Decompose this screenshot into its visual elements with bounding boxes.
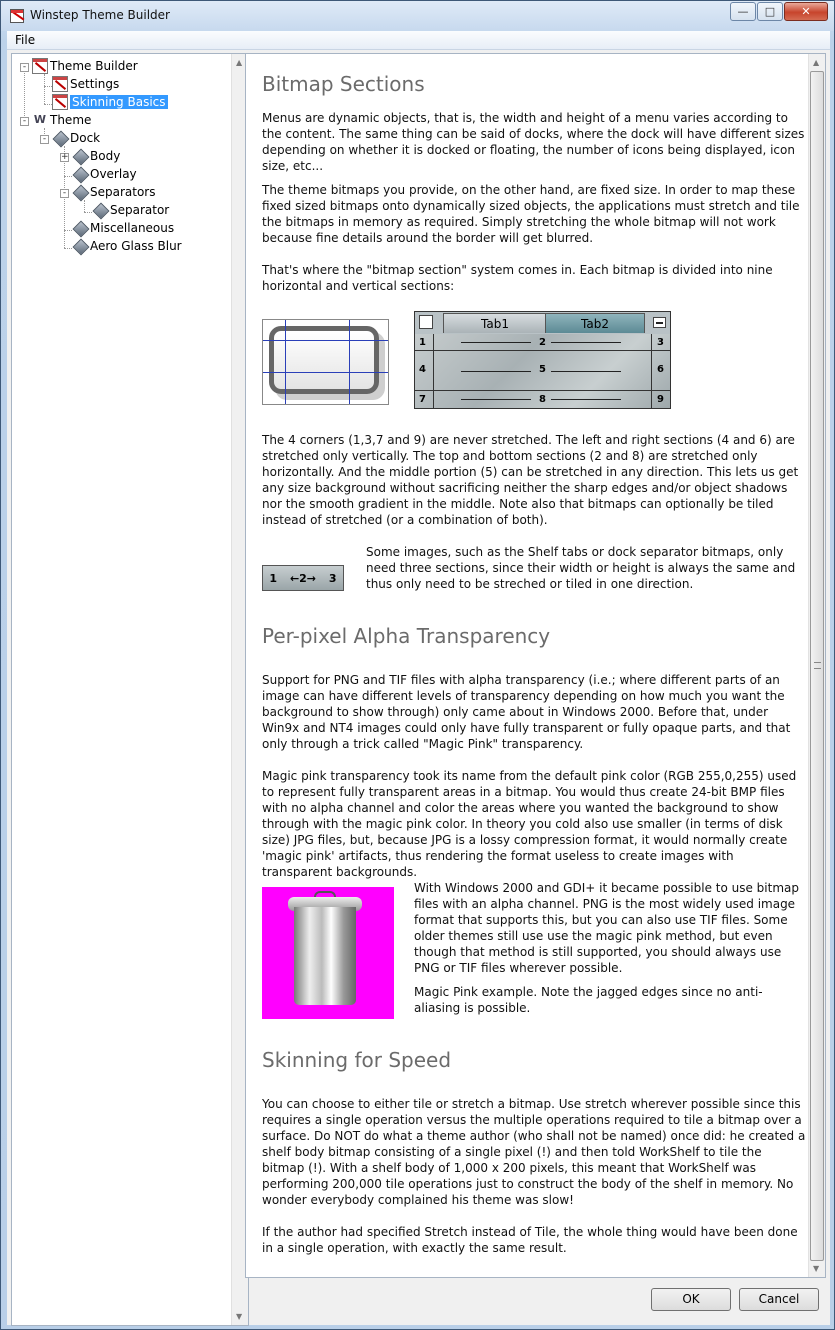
content-scrollbar[interactable] <box>808 54 825 1277</box>
tree-label: Body <box>90 149 121 163</box>
ok-button[interactable]: OK <box>651 1288 731 1311</box>
section-5-label: 5 <box>539 364 546 375</box>
paragraph: You can choose to either tile or stretch a bitmap. Use stretch wherever possible since this requires a single operation versus the multiple operations required to tile a bitmap over a surface. Do NOT do what a theme author (who shall not be named) once did: he created a shelf body bitmap consisting of a single pixel (!) and then told WorkShelf to tile the bitmap (!). With a shelf body of 1,000 x 200 pixels, this meant that WorkShelf was performing 200,000 tile operations just to construct the body of the shelf in memory. No wonder everybody complained his theme was slow! <box>262 1097 806 1207</box>
tree-label-selected: Skinning Basics <box>72 95 166 109</box>
aero-glass-blur-icon <box>72 238 88 254</box>
settings-icon <box>52 76 68 92</box>
tree-item-theme[interactable] <box>32 111 91 129</box>
menu-file[interactable]: File <box>15 33 36 47</box>
paragraph: Magic Pink example. Note the jagged edges since no anti-aliasing is possible. <box>414 985 763 1015</box>
shelf-section-3: 3 <box>328 571 337 585</box>
tab1-label: Tab1 <box>443 313 547 333</box>
section-3-label: 3 <box>657 337 664 348</box>
tree-item-overlay[interactable] <box>72 165 137 183</box>
heading-bitmap-sections: Bitmap Sections <box>262 72 425 96</box>
magic-pink-example-image <box>262 887 394 1019</box>
miscellaneous-icon <box>72 220 88 236</box>
paragraph: That's where the "bitmap section" system comes in. Each bitmap is divided into nine horizontal and vertical sections: <box>262 263 773 293</box>
paragraph: The theme bitmaps you provide, on the other hand, are fixed size. In order to map these fixed sized bitmaps onto dynamically sized objects, the applications must stretch and tile the bitmaps in memory as required. Simply stretching the whole bitmap will not work because fine details around the border will get blurred. <box>262 183 800 245</box>
tree-item-body[interactable] <box>72 147 120 165</box>
tree-label: Settings <box>70 77 120 91</box>
separators-icon <box>72 184 88 200</box>
dock-icon <box>52 130 68 146</box>
paragraph: Menus are dynamic objects, that is, the width and height of a menu varies according to the content. The same thing can be said of docks, where the dock will have different sizes depending on whether it is docked or floating, the number of icons being displayed, icon size, etc... <box>262 111 805 173</box>
tree-label: Overlay <box>90 167 137 181</box>
heading-skinning-speed: Skinning for Speed <box>262 1048 452 1072</box>
help-content-panel <box>245 53 826 1278</box>
section-1-label: 1 <box>419 337 426 348</box>
section-9-label: 9 <box>657 394 664 405</box>
shelf-section-2: ←2→ <box>289 571 317 585</box>
paragraph: With Windows 2000 and GDI+ it became possible to use bitmap files with an alpha channel. PNG is the most widely used image format that supports this, but you can also use TIF files. Some older themes still use use the magic pink method, but even though that method is still supported, you should always use PNG or TIF files wherever possible. <box>414 881 800 975</box>
scroll-down-icon[interactable]: ▼ <box>236 1312 243 1321</box>
window-controls <box>730 2 828 21</box>
tree-item-dock[interactable] <box>52 129 100 147</box>
scroll-up-icon[interactable]: ▲ <box>813 58 820 67</box>
tree-item-miscellaneous[interactable] <box>72 219 174 237</box>
paragraph: The 4 corners (1,3,7 and 9) are never stretched. The left and right sections (4 and 6) are stretched only vertically. The top and bottom sections (2 and 8) are stretched only horizontally. And the middle portion (5) can be stretched in any direction. This lets us get any size background without sacrificing neither the sharp edges and/or object shadows nor the smooth gradient in the middle. Note also that bitmaps can optionally be tiled instead of stretched (or a combination of both). <box>262 433 799 527</box>
scroll-thumb[interactable] <box>810 71 824 1261</box>
paragraph: If the author had specified Stretch instead of Tile, the whole thing would have been done in a single operation, with exactly the same result. <box>262 1225 798 1255</box>
tree-label: Theme <box>50 113 92 127</box>
tree-label: Separator <box>110 203 170 217</box>
close-button[interactable]: ✕ <box>784 2 828 21</box>
paragraph: Support for PNG and TIF files with alpha transparency (i.e.; where different parts of an image can have different levels of transparency depending on how much you want the background to show through) only came about in Windows 2000. Before that, under Win9x and NT4 images could only have fully transparent or fully opaque parts, and that only through a trick called "Magic Pink" transparency. <box>262 673 791 751</box>
expander-theme[interactable]: - <box>20 117 29 126</box>
overlay-icon <box>72 166 88 182</box>
maximize-button[interactable]: □ <box>757 2 783 21</box>
section-8-label: 8 <box>539 394 546 405</box>
section-7-label: 7 <box>419 394 426 405</box>
heading-alpha-transparency: Per-pixel Alpha Transparency <box>262 624 551 648</box>
menu-bar <box>7 31 830 50</box>
window-title: Winstep Theme Builder <box>30 8 170 22</box>
minimize-icon <box>653 317 666 328</box>
shelf-section-1: 1 <box>269 571 278 585</box>
minimize-button[interactable]: — <box>730 2 756 21</box>
scroll-down-icon[interactable]: ▼ <box>813 1264 820 1273</box>
tree-item-separators[interactable] <box>72 183 156 201</box>
tree-label: Dock <box>70 131 101 145</box>
navigation-tree <box>11 53 249 1326</box>
tree-item-aero-glass-blur[interactable] <box>72 237 182 255</box>
theme-builder-icon <box>32 58 48 74</box>
notepad-icon <box>419 315 433 329</box>
expander-dock[interactable]: - <box>40 135 49 144</box>
nine-section-illustration <box>262 319 389 405</box>
tree-item-skinning-basics[interactable] <box>52 93 168 111</box>
tree-label: Theme Builder <box>50 59 138 73</box>
section-2-label: 2 <box>539 337 546 348</box>
paragraph: Magic pink transparency took its name from the default pink color (RGB 255,0,255) used to represent fully transparent areas in a bitmap. You would thus create 24-bit BMP files with no alpha channel and color the areas where you wanted the background to show through with the magic pink color. In theory you cold also use smaller (in terms of disk size) JPG files, but, because JPG is a lossy compression format, it would normally create 'magic pink' artifacts, thus rendering the format useless to create images with transparent backgrounds. <box>262 769 797 879</box>
expander-theme-builder[interactable]: - <box>20 63 29 72</box>
tree-label: Miscellaneous <box>90 221 175 235</box>
trash-can-icon <box>294 907 356 1005</box>
expander-separators[interactable]: - <box>60 189 69 198</box>
scroll-up-icon[interactable]: ▲ <box>236 58 243 67</box>
client-area <box>7 50 830 1325</box>
tree-label: Aero Glass Blur <box>90 239 182 253</box>
section-4-label: 4 <box>419 364 426 375</box>
title-bar[interactable] <box>1 1 834 31</box>
separator-icon <box>92 202 108 218</box>
three-section-illustration <box>262 565 344 591</box>
expander-body[interactable]: + <box>61 152 69 162</box>
body-icon <box>72 148 88 164</box>
tree-item-theme-builder[interactable] <box>32 57 138 75</box>
skinning-basics-icon <box>52 94 68 110</box>
section-6-label: 6 <box>657 364 664 375</box>
tab2-label: Tab2 <box>545 313 645 333</box>
cancel-button[interactable]: Cancel <box>739 1288 819 1311</box>
paragraph: Some images, such as the Shelf tabs or dock separator bitmaps, only need three sections, since their width or height is always the same and thus only need to be streched or tiled in one direction. <box>366 545 796 591</box>
theme-icon: W <box>33 113 47 126</box>
tree-item-settings[interactable] <box>52 75 119 93</box>
tab-sections-illustration <box>414 311 671 409</box>
tree-item-separator[interactable] <box>92 201 169 219</box>
app-icon <box>10 9 24 23</box>
tree-label: Separators <box>90 185 156 199</box>
